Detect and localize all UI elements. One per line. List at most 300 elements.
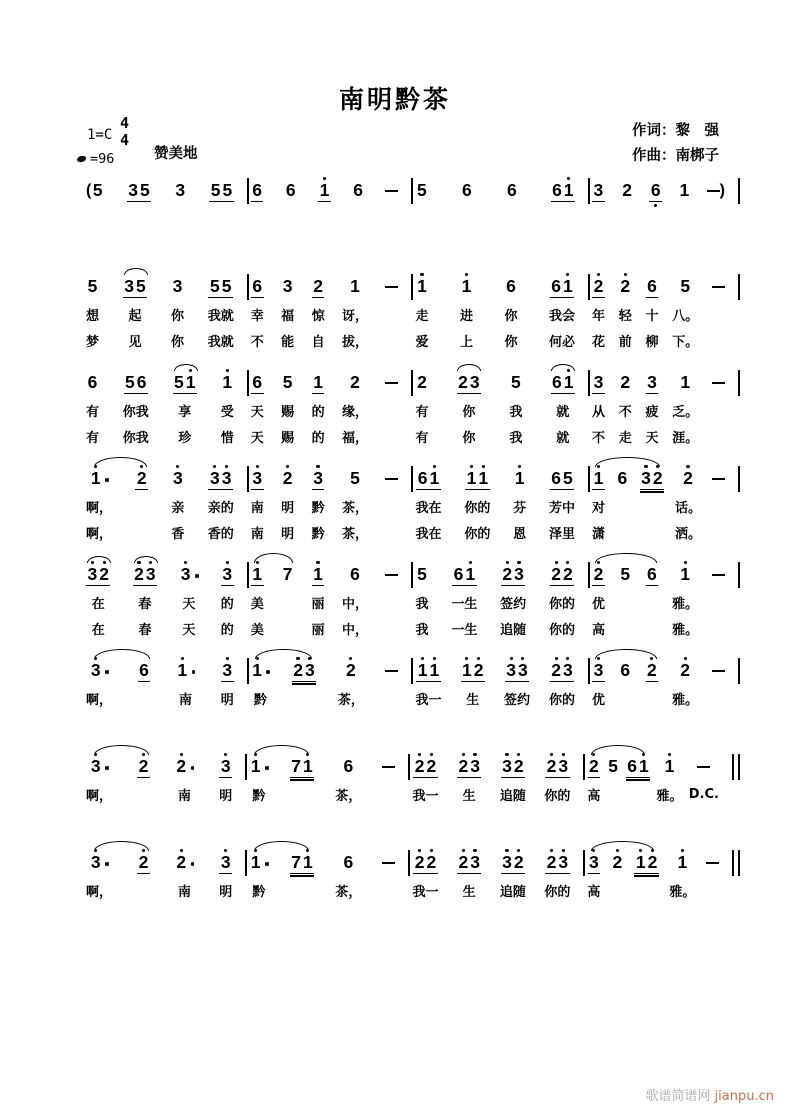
digit: 2: [589, 756, 599, 776]
note: [176, 659, 195, 685]
barline: [738, 370, 740, 396]
note-group: [137, 757, 150, 778]
octave-dot-high: [316, 465, 319, 468]
notation-system: [84, 371, 740, 467]
digit: 3: [502, 756, 512, 776]
note-group: [352, 181, 365, 201]
lyric-syllable: 我会: [549, 308, 576, 324]
lyric-syllable: 乏。: [672, 404, 699, 420]
note-digit: [342, 853, 354, 872]
digit: 3: [517, 660, 528, 680]
note-token: [208, 467, 234, 546]
augmentation-dot: [105, 670, 109, 674]
lyric-syllable: 香: [171, 527, 185, 543]
note-digit: [562, 565, 574, 584]
note-group: [611, 853, 624, 873]
digit: 1: [313, 372, 323, 392]
note-token: [312, 371, 325, 450]
digit: 1: [635, 852, 646, 872]
digit: 6: [350, 564, 360, 584]
note-group: [176, 661, 189, 681]
augmentation-dot: [191, 766, 195, 770]
note-token: [281, 371, 294, 450]
lyric-syllable: 泽里: [549, 527, 576, 543]
song-title: 南明黔茶: [338, 85, 451, 114]
note-digit: [87, 277, 99, 296]
measure: [247, 755, 408, 808]
lyric-syllable: 我: [415, 596, 429, 612]
note: [133, 563, 157, 589]
note-group: [461, 661, 485, 682]
duration-dash: [382, 862, 395, 864]
measure: [413, 275, 588, 354]
note-group: [171, 277, 184, 297]
note: [89, 851, 108, 877]
note-digit: [417, 469, 429, 488]
digit: 6: [617, 468, 628, 488]
digit: 3: [252, 468, 263, 488]
note-digit: [428, 469, 440, 488]
digit: 3: [209, 468, 220, 488]
note-token: [672, 275, 698, 354]
note-token: [385, 179, 398, 205]
digit: 5: [125, 372, 135, 392]
note-group: [592, 373, 605, 394]
digit: 1: [177, 660, 188, 680]
note: [385, 659, 398, 685]
time-signature: [120, 115, 129, 149]
digit: 3: [647, 372, 657, 392]
note: [124, 371, 148, 397]
lyric-syllable: 明: [220, 692, 234, 708]
barline: [732, 850, 740, 876]
note-group: [619, 373, 632, 393]
digit: 2: [99, 564, 109, 584]
octave-dot-high: [510, 657, 513, 660]
note: [461, 179, 474, 205]
note: [385, 179, 398, 205]
digit: 1: [466, 468, 477, 488]
digit: 2: [426, 756, 437, 776]
measure: [84, 851, 245, 904]
digit: 6: [647, 276, 657, 296]
note-token: [251, 371, 264, 450]
note-token: [505, 275, 518, 354]
lyric-syllable: 芳中: [549, 500, 576, 516]
measure: [247, 851, 408, 904]
note-digit: [414, 757, 426, 776]
octave-dot-high: [550, 849, 553, 852]
note: [89, 659, 108, 685]
digit: 1: [417, 660, 428, 680]
lyric-syllable: 起: [128, 308, 142, 324]
note-group: [646, 373, 659, 394]
note-token: [133, 563, 157, 642]
note-digit: [251, 277, 263, 296]
octave-dot-high: [433, 465, 436, 468]
note-digit: [505, 277, 517, 296]
digit: 3: [589, 852, 599, 872]
note: [249, 755, 268, 781]
duration-dash: [712, 382, 725, 384]
note: [179, 563, 198, 589]
lyric-syllable: 花: [592, 335, 606, 351]
lyric-syllable: 从: [592, 404, 606, 420]
digit: 3: [175, 180, 186, 200]
note: [208, 467, 232, 493]
note-digit: [352, 181, 364, 200]
note-group: [646, 565, 659, 586]
note-token: [706, 851, 719, 904]
digit: 2: [513, 756, 524, 776]
augmentation-dot: [195, 574, 199, 578]
lyric-syllable: 你的: [549, 623, 576, 639]
note: [712, 275, 725, 301]
notation-system: [84, 851, 740, 947]
octave-dot-high: [316, 561, 319, 564]
note-token: [549, 275, 575, 354]
note-group: [208, 469, 232, 490]
note-digit: [87, 565, 99, 584]
digit: 6: [620, 660, 631, 680]
digit: 2: [350, 372, 360, 392]
note-group: [452, 565, 476, 586]
note-token: [174, 179, 187, 205]
note-token: [175, 851, 194, 904]
note: [219, 851, 232, 877]
digit: 2: [138, 852, 149, 872]
note: [588, 755, 601, 781]
note-group: [619, 277, 632, 297]
note: [621, 179, 634, 205]
lyric-syllable: 雅。: [672, 596, 699, 612]
note-digit: [251, 469, 263, 488]
note-token: [382, 851, 395, 904]
digit: 2: [502, 564, 513, 584]
note-group: [505, 277, 518, 297]
lyric-syllable: 南: [250, 527, 264, 543]
note: [221, 659, 234, 685]
lyric-syllable: 恩: [513, 527, 527, 543]
note: [679, 659, 692, 685]
note-digit: [92, 181, 104, 200]
note: [292, 659, 316, 685]
note: [251, 179, 264, 205]
note: [385, 371, 398, 397]
lyric-syllable: 见: [128, 335, 142, 351]
digit: 7: [291, 756, 301, 776]
lyric-syllable: 梦: [86, 335, 100, 351]
slur-arc: [87, 556, 111, 563]
note-token: [646, 371, 659, 450]
digit: 3: [172, 276, 183, 296]
digit: 2: [473, 660, 484, 680]
note-token: [208, 275, 234, 354]
augmentation-dot: [105, 478, 109, 482]
octave-dot-high: [505, 753, 508, 756]
note-digit: [416, 181, 428, 200]
lyric-syllable: 你: [504, 308, 518, 324]
digit: 1: [90, 468, 101, 488]
note-digit: [593, 661, 605, 680]
note: [678, 179, 691, 205]
lyric-syllable: 就: [556, 431, 570, 447]
note: [318, 179, 331, 205]
note-token: [672, 563, 698, 642]
measure: [590, 371, 738, 450]
note-digit: [513, 565, 525, 584]
lyric-syllable: 天: [182, 596, 196, 612]
augmentation-dot: [105, 862, 109, 866]
digit: 2: [458, 852, 469, 872]
lyric-syllable: 有: [86, 431, 100, 447]
note-digit: [682, 469, 694, 488]
note-digit: [133, 565, 145, 584]
digit: 3: [173, 468, 183, 488]
note-token: [592, 659, 605, 712]
digit: 2: [683, 468, 693, 488]
digit: 3: [514, 564, 524, 584]
note-digit: [464, 565, 476, 584]
duration-dash: [712, 478, 725, 480]
slur-arc: [124, 268, 148, 275]
note: [545, 755, 569, 781]
digit: 2: [647, 852, 658, 872]
note: [682, 467, 695, 493]
note-token: [513, 467, 526, 546]
note-digit: [312, 373, 324, 392]
octave-dot-high: [226, 369, 229, 372]
note: [385, 563, 398, 589]
note-digit: [619, 373, 631, 392]
note-group: [221, 373, 234, 393]
octave-dot-high: [684, 561, 687, 564]
note: [640, 467, 664, 493]
note-digit: [221, 277, 233, 296]
note: [592, 563, 605, 589]
note-token: [587, 755, 600, 808]
lyric-syllable: 走: [415, 308, 429, 324]
note-group: [89, 469, 102, 489]
digit: 3: [90, 756, 101, 776]
measure: [249, 467, 412, 546]
note-digit: [562, 661, 574, 680]
lyric-syllable: 你的: [464, 500, 491, 516]
lyric-syllable: 南: [179, 692, 193, 708]
lyric-syllable: 涯。: [672, 431, 699, 447]
note-digit: [473, 661, 485, 680]
note-token: [551, 371, 575, 450]
note: [89, 755, 108, 781]
octave-dot-high: [465, 273, 468, 276]
note-group: [221, 661, 234, 682]
lyric-syllable: 我一: [412, 788, 439, 804]
note: [382, 755, 395, 781]
digit: 5: [510, 372, 521, 392]
note-digit: [457, 373, 469, 392]
note-group: [179, 565, 192, 585]
note-token: [464, 467, 490, 546]
note-group: [251, 565, 264, 586]
digit: 6: [462, 180, 472, 200]
note-token: [549, 659, 575, 712]
measure: [413, 467, 588, 546]
note-digit: [251, 565, 263, 584]
octave-dot-high: [286, 465, 289, 468]
measure: [413, 563, 588, 642]
lyric-syllable: 不: [250, 335, 264, 351]
note-group: [137, 853, 150, 874]
note: [219, 755, 232, 781]
note-digit: [349, 277, 361, 296]
digit: 6: [506, 276, 516, 296]
note-digit: [469, 373, 481, 392]
note-digit: [425, 757, 437, 776]
note: [551, 179, 575, 205]
note-token: [290, 851, 314, 904]
note-group: [127, 181, 151, 202]
note-group: [89, 853, 102, 873]
note-digit: [145, 565, 157, 584]
digit: 1: [563, 180, 574, 200]
lyric-syllable: 的: [311, 404, 325, 420]
note-digit: [292, 661, 304, 680]
lyric-syllable: 美: [250, 596, 264, 612]
lyric-syllable: 在: [91, 623, 105, 639]
note-digit: [546, 853, 558, 872]
digit: 2: [593, 276, 604, 296]
digit: 2: [551, 660, 562, 680]
note-digit: [588, 757, 600, 776]
digit: 7: [291, 852, 301, 872]
note-digit: [557, 853, 569, 872]
octave-dot-high: [505, 849, 508, 852]
note: [175, 755, 194, 781]
note-token: [249, 755, 268, 808]
note-group: [626, 757, 650, 778]
note-digit: [251, 181, 263, 200]
note: [663, 755, 676, 781]
measure: [413, 371, 588, 450]
digit: 1: [680, 372, 691, 392]
note-token: [592, 563, 605, 642]
lyric-syllable: 你: [462, 431, 476, 447]
digit: 3: [304, 660, 315, 680]
note: [172, 467, 185, 493]
lyricist-credit: 作词：黎 强: [632, 123, 719, 139]
lyric-syllable: 在: [91, 596, 105, 612]
lyric-syllable: 丽: [311, 596, 325, 612]
note-token: [251, 179, 264, 205]
digit: 2: [593, 564, 604, 584]
note-group: [460, 277, 473, 297]
notation-system: [84, 179, 740, 275]
note-token: [460, 275, 473, 354]
note: [712, 659, 725, 685]
digit: 5: [417, 564, 427, 584]
digit: 3: [220, 756, 231, 776]
note-group: [349, 277, 362, 297]
note: [349, 563, 362, 589]
note-group: [607, 757, 620, 777]
note-digit: [546, 757, 558, 776]
measure: [413, 659, 588, 712]
lyric-syllable: 幸: [250, 308, 264, 324]
note: [349, 371, 362, 397]
note-group: [133, 565, 157, 586]
note: [588, 851, 601, 877]
augmentation-dot: [191, 862, 195, 866]
note: [123, 275, 147, 301]
note-group: [416, 277, 429, 297]
note: [712, 371, 725, 397]
note-digit: [349, 373, 361, 392]
note: [646, 659, 659, 685]
note-digit: [185, 373, 197, 392]
digit: 5: [680, 276, 691, 296]
watermark-site: 歌谱简谱网: [645, 1089, 711, 1104]
lyric-syllable: 你: [504, 335, 518, 351]
octave-dot-high: [555, 561, 558, 564]
measure: [84, 467, 247, 546]
lyric-syllable: 天: [182, 623, 196, 639]
barline: [738, 178, 740, 204]
time-signature-denominator: 4: [120, 131, 130, 149]
note-token: [221, 371, 234, 450]
note-digit: [304, 661, 316, 680]
digit: 2: [513, 852, 524, 872]
lyric-syllable: 讶，: [342, 308, 369, 324]
lyric-syllable: 我: [509, 431, 523, 447]
note: [251, 659, 270, 685]
note-digit: [342, 757, 354, 776]
note-digit: [220, 757, 232, 776]
notation-system: [84, 467, 740, 563]
note-token: [219, 851, 232, 904]
note: [706, 851, 719, 877]
digit: 1: [429, 660, 440, 680]
note: [649, 179, 662, 205]
note-group: [592, 469, 605, 490]
note: [416, 563, 429, 589]
digit: 3: [558, 756, 569, 776]
note-group: [415, 181, 428, 201]
note-token: [382, 755, 395, 808]
note-digit: [514, 469, 526, 488]
lyric-syllable: 黔: [252, 884, 266, 900]
measure: [590, 179, 738, 205]
lyric-syllable: 春: [138, 596, 152, 612]
note: [413, 755, 437, 781]
lyric-syllable: 亲的: [207, 500, 234, 516]
note-group: [621, 181, 634, 201]
note-token: [138, 659, 151, 712]
note-group: [513, 469, 526, 489]
note-head-icon: [76, 155, 86, 163]
note: [509, 371, 522, 397]
duration-dash: [712, 670, 725, 672]
note-token: [86, 371, 99, 450]
note: [221, 563, 234, 589]
barline: [732, 754, 740, 780]
digit: 6: [252, 180, 262, 200]
lyric-syllable: 年: [592, 308, 606, 324]
note-digit: [349, 565, 361, 584]
note-group: [416, 661, 440, 682]
digit: 1: [313, 564, 323, 584]
lyric-syllable: 啊，: [86, 692, 113, 708]
lyric-syllable: 进: [459, 308, 473, 324]
